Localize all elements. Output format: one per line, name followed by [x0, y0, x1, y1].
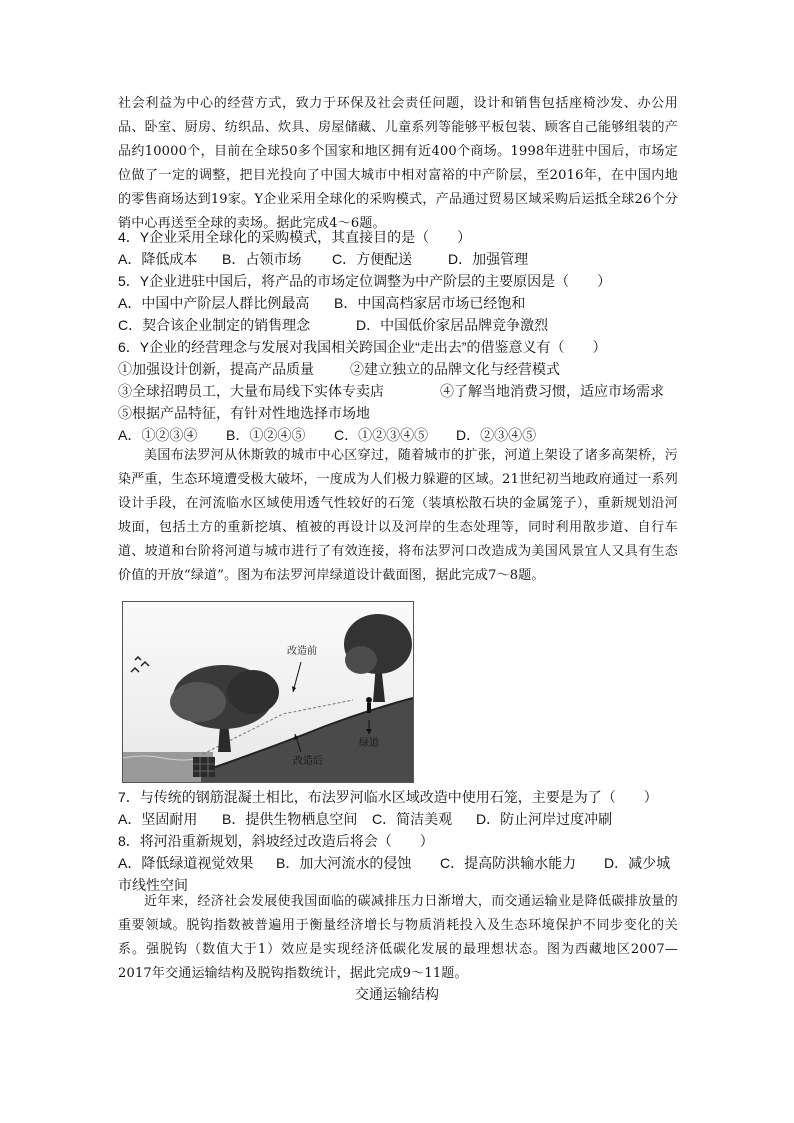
question-6-item-3: ③全球招聘员工，大量布局线下实体专卖店 [118, 383, 384, 399]
question-5-option-a[interactable]: A．中国中产阶层人群比例最高 [118, 295, 310, 311]
riverbank-cross-section-figure [122, 601, 414, 783]
question-6-item-4: ④了解当地消费习惯，适应市场需求 [440, 383, 664, 399]
question-6-item-5: ⑤根据产品特征，有针对性地选择市场地 [118, 405, 370, 421]
left-tree-canopy-shade [170, 682, 226, 722]
question-6-option-b[interactable]: B．①②④⑤ [226, 427, 306, 443]
left-tree-canopy-dark [227, 670, 279, 714]
question-4-option-c[interactable]: C．方便配送 [332, 251, 413, 267]
question-7-option-c[interactable]: C．简洁美观 [372, 811, 453, 827]
passage-decoupling [118, 890, 678, 986]
question-5-options-row-2 [118, 314, 683, 336]
question-7-stem: 7．与传统的钢筋混凝土相比，布法罗河临水区域改造中使用石笼，主要是为了（ ） [118, 789, 658, 805]
question-7-option-b[interactable]: B．提供生物栖息空间 [222, 811, 358, 827]
question-5-options-row-1 [118, 292, 683, 314]
question-6-items-row-1 [118, 358, 683, 380]
question-7-option-a[interactable]: A．坚固耐用 [118, 811, 198, 827]
question-5-option-c[interactable]: C．契合该企业制定的销售理念 [118, 317, 311, 333]
question-6-option-c[interactable]: C．①②③④⑤ [334, 427, 429, 443]
passage-ikea [118, 92, 678, 236]
passage-buffalo-bayou-text: 美国布法罗河从休斯敦的城市中心区穿过，随着城市的扩张，河道上架设了诸多高架桥，污染严重，生态环境遭受极大破坏，一度成为人们极力躲避的区域。21世纪初当地政府通过一系列设计手段，在河流临水区域使用透气性较好的石笼（装填松散石块的金属笼子），重新规划沿河坡面，包括土方的重新挖填、植被的再设计以及河岸的生态处理等，同时利用散步道、自行车道、坡道和台阶将河道与城市进行了有效连接，将布法罗河口改造成为美国风景宜人又具有生态价值的开放“绿道”。图为布法罗河岸绿道设计截面图，据此完成7～8题。 [118, 448, 678, 583]
question-8 [118, 830, 683, 896]
question-5 [118, 270, 683, 336]
passage-decoupling-text: 近年来，经济社会发展使我国面临的碳减排压力日渐增大，而交通运输业是降低碳排放量的重要领域。脱钩指数被普遍用于衡量经济增长与物质消耗投入及生态环境保护不同步变化的关系。强脱钩（数值大于1）效应是实现经济低碳化发展的最理想状态。图为西藏地区2007—2017年交通运输结构及脱钩指数统计，据此完成9～11题。 [118, 894, 678, 981]
question-8-option-a[interactable]: A．降低绿道视觉效果 [118, 855, 254, 871]
question-8-option-d[interactable]: D．减少城 [604, 855, 671, 871]
label-before: 改造前 [287, 646, 317, 657]
question-4-options [118, 248, 683, 270]
question-8-options [118, 852, 683, 874]
question-6-item-2: ②建立独立的品牌文化与经营模式 [350, 361, 560, 377]
question-4 [118, 226, 683, 270]
question-4-option-d[interactable]: D．加强管理 [448, 251, 529, 267]
question-4-stem: 4．Y企业采用全球化的采购模式，其直接目的是（ ） [118, 229, 472, 245]
question-6-option-d[interactable]: D．②③④⑤ [456, 427, 537, 443]
question-6-item-1: ①加强设计创新，提高产品质量 [118, 361, 314, 377]
question-7-options [118, 808, 683, 830]
label-greenway: 绿道 [359, 738, 379, 749]
question-8-option-d-continuation: 市线性空间 [118, 877, 188, 893]
question-7-option-d[interactable]: D．防止河岸过度冲刷 [476, 811, 613, 827]
person-body [367, 703, 371, 713]
question-8-option-c[interactable]: C．提高防洪输水能力 [440, 855, 577, 871]
question-8-stem: 8．将河沿重新规划，斜坡经过改造后将会（ ） [118, 833, 434, 849]
question-5-option-b[interactable]: B．中国高档家居市场已经饱和 [334, 295, 526, 311]
question-6-stem: 6．Y企业的经营理念与发展对我国相关跨国企业“走出去”的借鉴意义有（ ） [118, 339, 607, 355]
chart-title-transport-structure: 交通运输结构 [355, 986, 439, 1002]
label-after: 改造后 [293, 756, 323, 767]
question-8-option-b[interactable]: B．加大河流水的侵蚀 [276, 855, 412, 871]
cross-section-illustration [123, 602, 413, 782]
question-4-option-a[interactable]: A．降低成本 [118, 251, 198, 267]
right-tree-canopy-shade [345, 646, 377, 674]
person-head [366, 697, 372, 703]
question-4-option-b[interactable]: B．占领市场 [222, 251, 302, 267]
question-7 [118, 786, 683, 830]
question-5-option-d[interactable]: D．中国低价家居品牌竞争激烈 [356, 317, 549, 333]
question-6 [118, 336, 683, 446]
question-6-items-row-2 [118, 380, 683, 402]
passage-ikea-text: 社会利益为中心的经营方式，致力于环保及社会责任问题，设计和销售包括座椅沙发、办公用品、卧室、厨房、纺织品、炊具、房屋储藏、儿童系列等能够平板包装、顾客自己能够组装的产品约10000个，目前在全球50多个国家和地区拥有近400个商场。1998年进驻中国后，市场定位做了一定的调整，把目光投向了中国大城市中相对富裕的中产阶层，至2016年，在中国内地的零售商场达到19家。Y企业采用全球化的采购模式，产品通过贸易区域采购后运抵全球26个分销中心再送至全球的卖场。据此完成4～6题。 [118, 96, 678, 231]
question-6-options [118, 424, 683, 446]
question-5-stem: 5．Y企业进驻中国后，将产品的市场定位调整为中产阶层的主要原因是（ ） [118, 273, 612, 289]
question-6-option-a[interactable]: A．①②③④ [118, 427, 198, 443]
passage-buffalo-bayou [118, 444, 678, 588]
gabion-block [193, 757, 215, 777]
